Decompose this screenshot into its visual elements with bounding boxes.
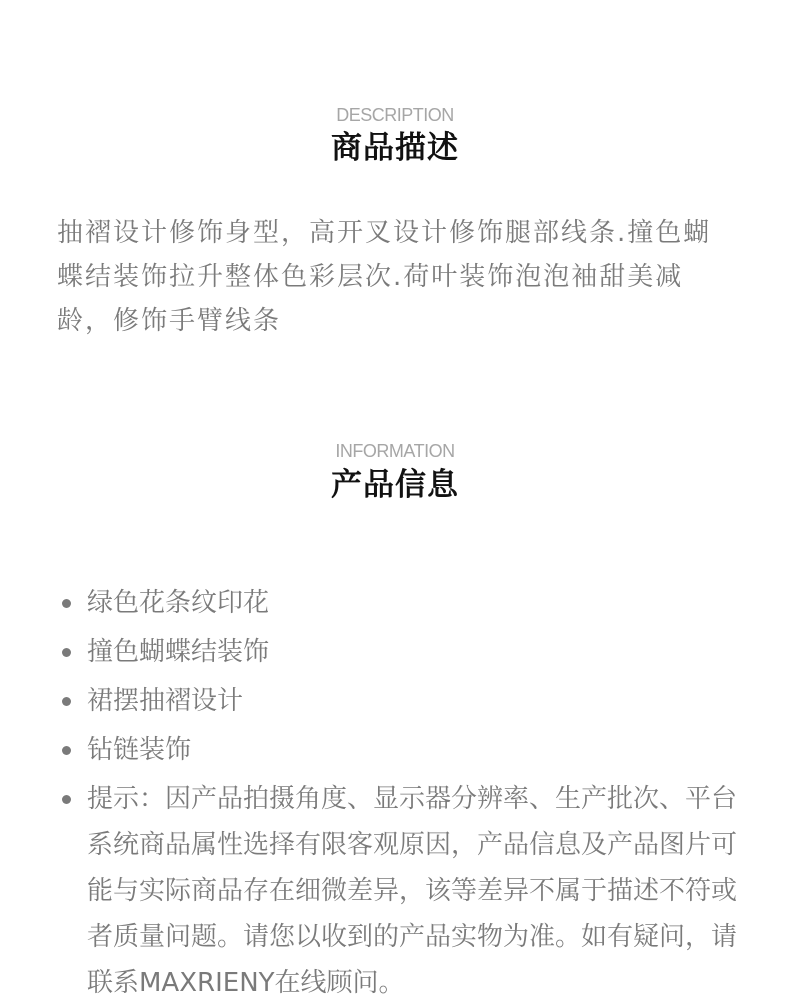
bullet-dot-icon [62,648,71,657]
list-item-text: 撞色蝴蝶结装饰 [87,637,270,667]
list-item-text: 裙摆抽褶设计 [87,686,244,716]
bullet-dot-icon [62,746,71,755]
list-item [58,628,738,677]
list-item [58,677,738,726]
info-list [58,579,738,1006]
list-item [58,726,738,775]
bullet-dot-icon [62,599,71,608]
notice-text: 提示：因产品拍摄角度、显示器分辨率、生产批次、平台系统商品属性选择有限客观原因，产品信息及产品图片可能与实际商品存在细微差异，该等差异不属于描述不符或者质量问题。请您以收到的产品实物为准。如有疑问，请联系MAXRIENY在线顾问。 [87,784,738,998]
description-label: DESCRIPTION [336,105,454,125]
list-item-notice [58,776,738,1006]
list-item [58,579,738,628]
bullet-dot-icon [62,795,71,804]
information-title: 产品信息 [331,467,459,503]
information-label: INFORMATION [335,441,455,461]
description-title: 商品描述 [331,130,459,166]
description-text: 抽褶设计修饰身型，高开叉设计修饰腿部线条.撞色蝴蝶结装饰拉升整体色彩层次.荷叶装饰泡泡袖甜美减龄，修饰手臂线条 [57,218,712,336]
bullet-dot-icon [62,697,71,706]
list-item-text: 钻链装饰 [87,735,192,765]
list-item-text: 绿色花条纹印花 [87,588,270,618]
